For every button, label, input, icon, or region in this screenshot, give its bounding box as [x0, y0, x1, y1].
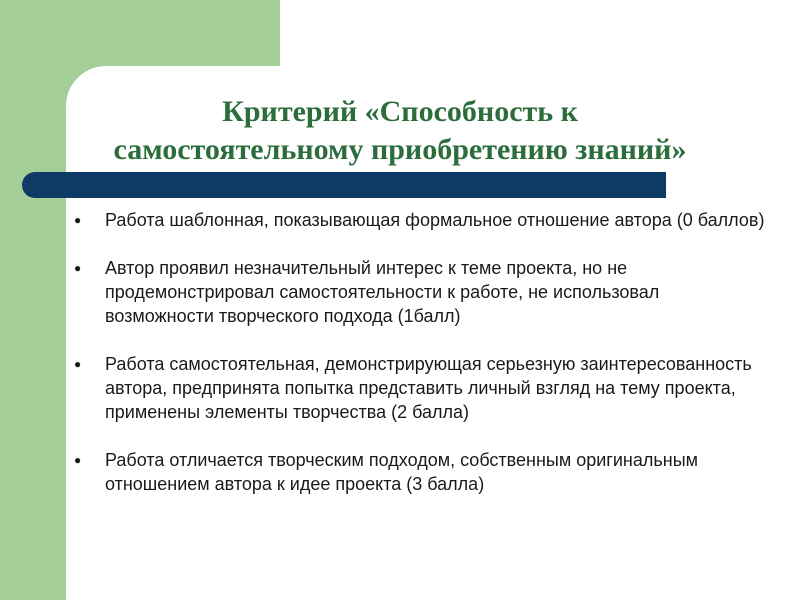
criteria-item — [72, 208, 772, 232]
bullet-icon: ● — [74, 357, 82, 371]
criteria-item-text: Автор проявил незначительный интерес к теме проекта, но не продемонстрировал самостоятельности к работе, не использовал возможности творческого подхода (1балл) — [105, 258, 660, 326]
criteria-item — [72, 256, 772, 328]
bullet-icon: ● — [74, 261, 82, 275]
slide-title — [0, 93, 800, 169]
criteria-item — [72, 448, 772, 496]
slide-title-line-2: самостоятельному приобретению знаний» — [113, 133, 687, 166]
bullet-icon: ● — [74, 213, 82, 227]
criteria-item-text: Работа шаблонная, показывающая формальное отношение автора (0 баллов) — [105, 210, 765, 230]
title-underline-bar — [22, 172, 666, 198]
criteria-item — [72, 352, 772, 424]
criteria-item-text: Работа отличается творческим подходом, собственным оригинальным отношением автора к идее проекта (3 балла) — [105, 450, 699, 494]
bullet-icon: ● — [74, 453, 82, 467]
slide-title-line-1: Критерий «Способность к — [222, 95, 578, 128]
criteria-item-text: Работа самостоятельная, демонстрирующая серьезную заинтересованность автора, предпринята попытка представить личный взгляд на тему проекта, применены элементы творчества (2 балла) — [105, 354, 752, 422]
criteria-list — [72, 208, 772, 520]
